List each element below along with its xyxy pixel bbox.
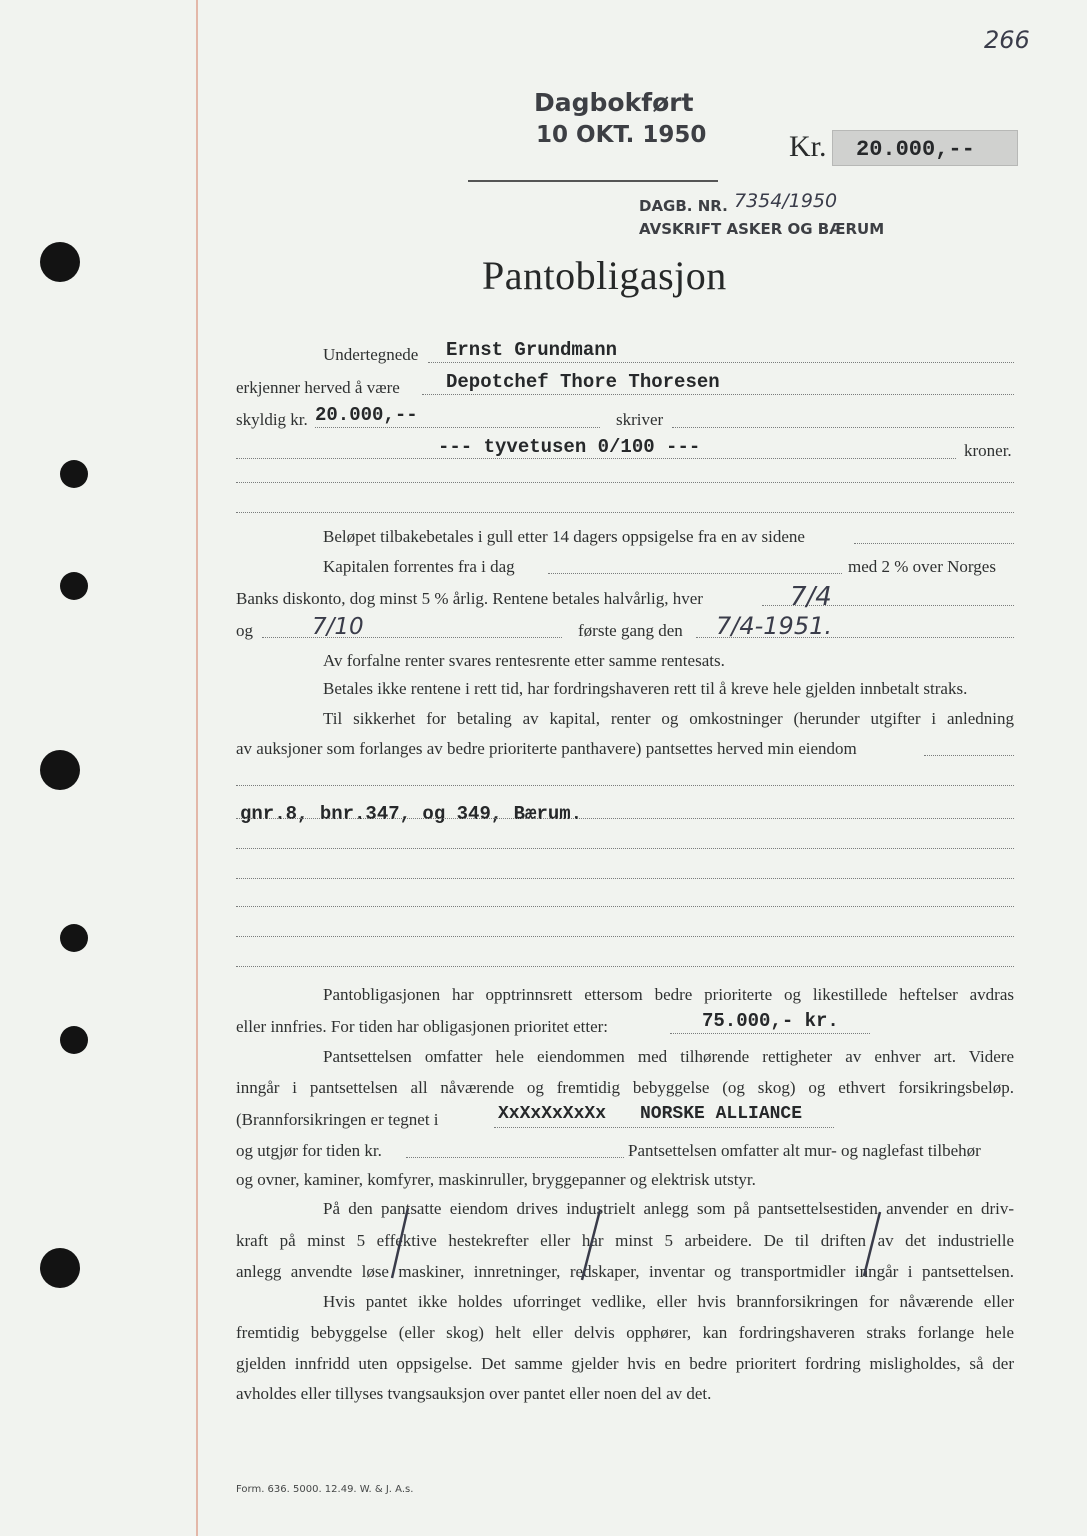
forste-label: første gang den: [578, 621, 683, 640]
priority-line-4: inngår i pantsettelsen all nåværende og fremtidig bebyggelse (og skog) og ethvert forsikringsbeløp.: [236, 1078, 1014, 1097]
dotted-line: [924, 755, 1014, 756]
amount-label: Kr.: [789, 130, 827, 163]
priority-line-13: gjelden innfridd uten oppsigelse. Det samme gjelder hvis en bedre prioritert fordring misligholdes, så der: [236, 1354, 1014, 1373]
skriver-label: skriver: [616, 410, 664, 429]
interest-date-1: 7/4: [790, 582, 832, 612]
dotted-line: [236, 936, 1014, 937]
terms-line-6: Betales ikke rentene i rett tid, har fordringshaveren rett til å kreve hele gjelden innbetalt straks.: [323, 679, 968, 698]
amount-in-words: --- tyvetusen 0/100 ---: [438, 436, 701, 458]
dotted-line: [406, 1157, 624, 1158]
form-footer: Form. 636. 5000. 12.49. W. & J. A.s.: [236, 1484, 414, 1495]
kroner-label: kroner.: [964, 441, 1012, 460]
undertegnede-label: Undertegnede: [323, 345, 419, 364]
dotted-line: [236, 512, 1014, 513]
skyldig-value: 20.000,--: [315, 404, 418, 426]
dotted-line: [236, 848, 1014, 849]
insurer-name: NORSKE ALLIANCE: [640, 1104, 803, 1124]
page-title: Pantobligasjon: [482, 253, 727, 298]
dotted-line: [854, 543, 1014, 544]
stamp-rule: [468, 180, 718, 182]
erkjenner-label: erkjenner herved å være: [236, 378, 400, 397]
dotted-line: [315, 427, 600, 428]
stamp-date: 10 OKT. 1950: [536, 122, 707, 148]
first-interest-date: 7/4-1951.: [716, 612, 832, 640]
priority-line-7: og ovner, kaminer, komfyrer, maskinruller, bryggepanner og elektrisk utstyr.: [236, 1170, 756, 1189]
priority-line-12: fremtidig bebyggelse (eller skog) helt eller delvis opphører, kan fordringshaveren straks forlange hele: [236, 1323, 1014, 1342]
erkjenner-value: Depotchef Thore Thoresen: [446, 371, 720, 393]
dagbokfort-stamp: Dagbokført: [534, 88, 694, 117]
dagb-nr-label: DAGB. NR.: [639, 197, 728, 215]
dotted-line: [236, 966, 1014, 967]
dotted-line: [494, 1127, 834, 1128]
terms-line-8: av auksjoner som forlanges av bedre prioriterte panthavere) pantsettes herved min eiendom: [236, 739, 857, 758]
terms-line-2-right: med 2 % over Norges: [848, 557, 996, 576]
terms-line-3: Banks diskonto, dog minst 5 % årlig. Rentene betales halvårlig, hver: [236, 589, 703, 608]
punch-hole: [40, 1248, 80, 1288]
priority-line-6-right: Pantsettelsen omfatter alt mur- og naglefast tilbehør: [628, 1141, 981, 1160]
dotted-line: [262, 637, 562, 638]
priority-line-6: og utgjør for tiden kr.: [236, 1141, 382, 1160]
priority-line-5: (Brannforsikringen er tegnet i: [236, 1110, 439, 1129]
priority-line-11: Hvis pantet ikke holdes uforringet vedlike, eller hvis brannforsikringen for nåværende eller: [323, 1292, 1014, 1311]
page-number: 266: [984, 26, 1030, 54]
dagb-nr-value: 7354/1950: [734, 190, 838, 212]
punch-hole: [60, 572, 88, 600]
punch-hole: [40, 242, 80, 282]
dotted-line: [236, 482, 1014, 483]
property-description: gnr.8, bnr.347, og 349, Bærum.: [240, 803, 583, 825]
priority-line-9: kraft på minst 5 effektive hestekrefter eller har minst 5 arbeidere. De til driften av det industrielle: [236, 1231, 1014, 1250]
pen-stroke: [582, 1210, 600, 1280]
dotted-line: [422, 394, 1014, 395]
undertegnede-value: Ernst Grundmann: [446, 339, 618, 361]
terms-line-7: Til sikkerhet for betaling av kapital, renter og omkostninger (herunder utgifter i anledning: [323, 709, 1014, 728]
dotted-line: [236, 818, 1014, 819]
terms-line-5: Av forfalne renter svares rentesrente etter samme rentesats.: [323, 651, 725, 670]
pen-stroke: [864, 1212, 880, 1276]
struck-insurer: XxXxXxXxXx: [498, 1104, 607, 1124]
skyldig-label: skyldig kr.: [236, 410, 308, 429]
dotted-line: [236, 458, 956, 459]
priority-line-2: eller innfries. For tiden har obligasjonen prioritet etter:: [236, 1017, 608, 1036]
margin-rule: [196, 0, 198, 1536]
punch-hole: [40, 750, 80, 790]
og-label: og: [236, 621, 253, 640]
priority-line-10: anlegg anvendte løse maskiner, innretninger, redskaper, inventar og transportmidler inngår i pantsettelsen.: [236, 1262, 1014, 1281]
punch-hole: [60, 460, 88, 488]
priority-line-3: Pantsettelsen omfatter hele eiendommen med tilhørende rettigheter av enhver art. Videre: [323, 1047, 1014, 1066]
terms-line-1: Beløpet tilbakebetales i gull etter 14 dagers oppsigelse fra en av sidene: [323, 527, 805, 546]
dotted-line: [548, 573, 842, 574]
dotted-line: [236, 785, 1014, 786]
dotted-line: [236, 906, 1014, 907]
interest-date-2: 7/10: [312, 614, 364, 640]
handwritten-marks: [370, 1200, 890, 1290]
punch-hole: [60, 1026, 88, 1054]
office-stamp: AVSKRIFT ASKER OG BÆRUM: [639, 220, 885, 238]
amount-value: 20.000,--: [856, 137, 975, 162]
prior-amount: 75.000,- kr.: [702, 1010, 839, 1032]
terms-line-2: Kapitalen forrentes fra i dag: [323, 557, 515, 576]
dotted-line: [670, 1033, 870, 1034]
dotted-line: [428, 362, 1014, 363]
dotted-line: [672, 427, 1014, 428]
priority-line-14: avholdes eller tillyses tvangsauksjon over pantet eller noen del av det.: [236, 1384, 712, 1403]
priority-line-1: Pantobligasjonen har opptrinnsrett ettersom bedre prioriterte og likestillede heftelser avdras: [323, 985, 1014, 1004]
pen-stroke: [392, 1208, 408, 1278]
dotted-line: [236, 878, 1014, 879]
priority-line-8: På den pantsatte eiendom drives industrielt anlegg som på pantsettelsestiden anvender en driv-: [323, 1199, 1014, 1218]
punch-hole: [60, 924, 88, 952]
